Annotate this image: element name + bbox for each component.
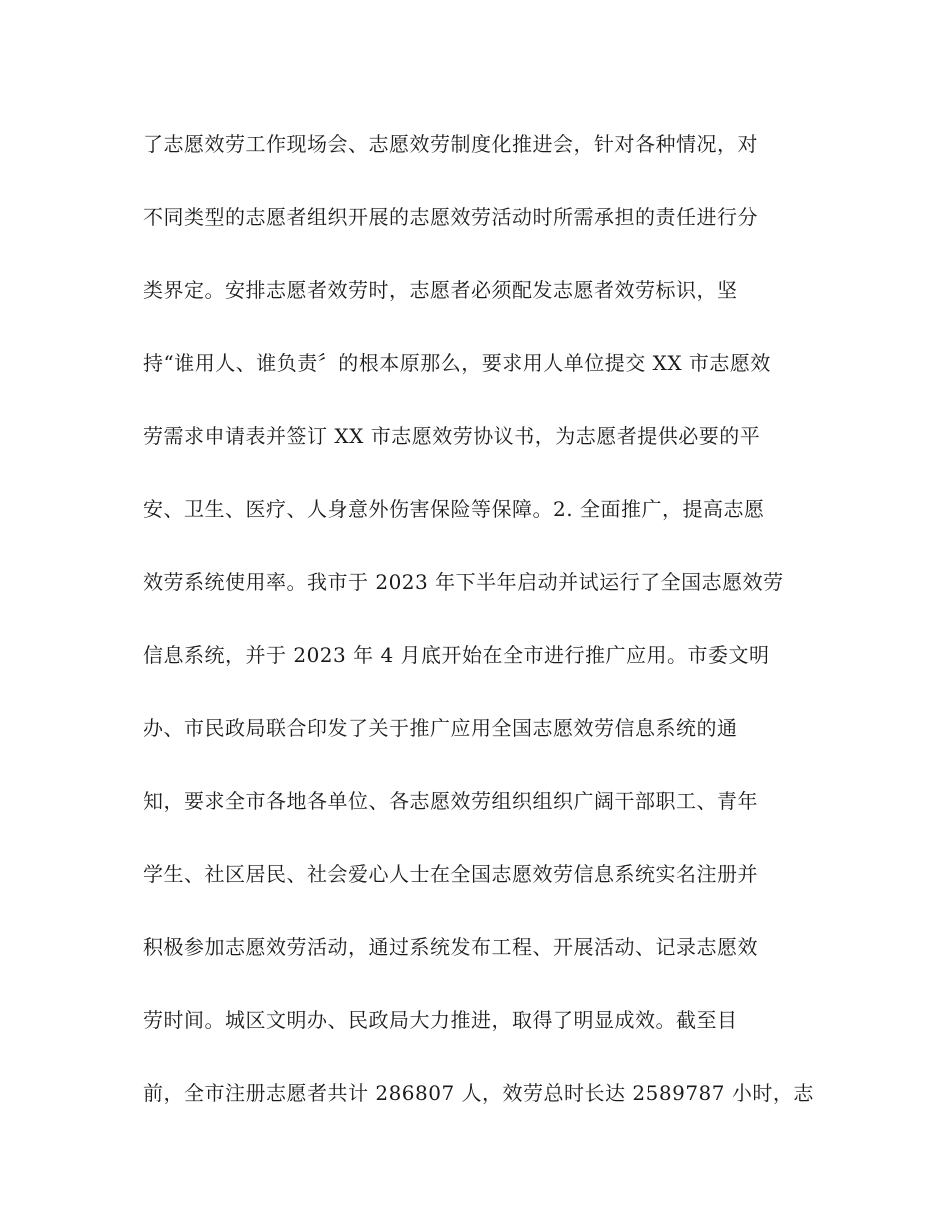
text-line: 办、市民政局联合印发了关于推广应用全国志愿效劳信息系统的通 <box>143 716 738 740</box>
text-line: 类界定。安排志愿者效劳时，志愿者必须配发志愿者效劳标识，坚 <box>143 278 738 302</box>
text-line: 信息系统，并于 2023 年 4 月底开始在全市进行推广应用。市委文明 <box>143 643 770 667</box>
text-line: 持“谁用人、谁负责〞的根本原那么，要求用人单位提交 XX 市志愿效 <box>143 351 771 375</box>
text-line: 不同类型的志愿者组织开展的志愿效劳活动时所需承担的责任进行分 <box>143 205 758 229</box>
text-line: 了志愿效劳工作现场会、志愿效劳制度化推进会，针对各种情况，对 <box>143 132 758 156</box>
text-line: 效劳系统使用率。我市于 2023 年下半年启动并试运行了全国志愿效劳 <box>143 570 784 594</box>
text-line: 劳需求申请表并签订 XX 市志愿效劳协议书，为志愿者提供必要的平 <box>143 424 761 448</box>
text-line: 劳时间。城区文明办、民政局大力推进，取得了明显成效。截至目 <box>143 1008 738 1032</box>
body-text <box>143 126 813 1148</box>
text-line: 安、卫生、医疗、人身意外伤害保险等保障。2. 全面推广，提高志愿 <box>143 497 765 521</box>
text-line: 知，要求全市各地各单位、各志愿效劳组织组织广阔干部职工、青年 <box>143 789 758 813</box>
text-line: 学生、社区居民、社会爱心人士在全国志愿效劳信息系统实名注册并 <box>143 862 758 886</box>
text-line: 前，全市注册志愿者共计 286807 人，效劳总时长达 2589787 小时，志 <box>143 1081 814 1105</box>
text-line: 积极参加志愿效劳活动，通过系统发布工程、开展活动、记录志愿效 <box>143 935 758 959</box>
